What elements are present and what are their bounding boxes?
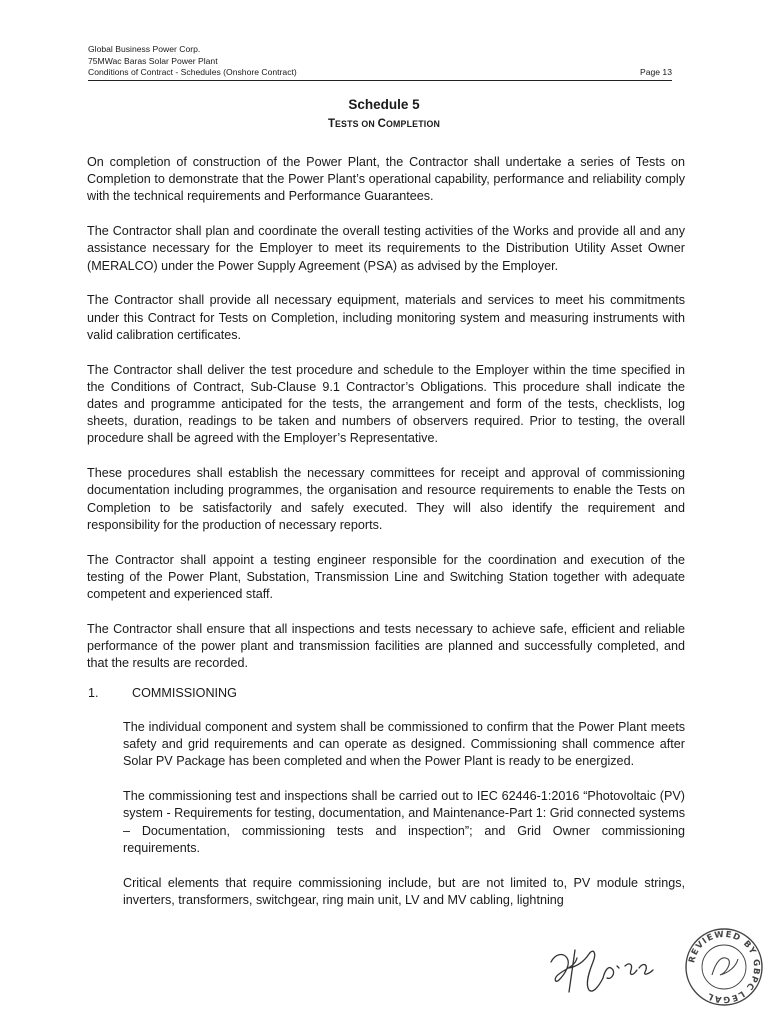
svg-text:REVIEWED BY GBPC LEGAL (687, 930, 761, 1005)
subtitle-part: T (327, 118, 335, 130)
header-project: 75MWac Baras Solar Power Plant (88, 55, 218, 66)
section-heading (88, 685, 686, 702)
header-rule (88, 80, 672, 81)
subtitle-part: OMPLETION (385, 119, 441, 129)
section-body (123, 719, 685, 927)
legal-review-stamp (682, 925, 766, 1009)
section-title: COMMISSIONING (132, 686, 237, 700)
body-paragraph: The Contractor shall appoint a testing engineer responsible for the coordination and execution of the testing of the Power Plant, Substation, Transmission Line and Switching Station together with adequate competent and experienced staff. (87, 552, 685, 602)
section-paragraph: The individual component and system shall be commissioned to confirm that the Power Plant meets safety and grid requirements and can operate as designed. Commissioning shall commence after Solar PV Package has been completed and when the Power Plant is ready to be energized. (123, 720, 685, 769)
body-paragraph: The Contractor shall provide all necessary equipment, materials and services to meet his commitments under this Contract for Tests on Completion, including monitoring system and measuring instruments with valid calibration certificates. (87, 293, 685, 342)
body-paragraph: The Contractor shall ensure that all inspections and tests necessary to achieve safe, efficient and reliable performance of the power plant and transmission facilities are planned and successfully completed, and that the results are recorded. (87, 621, 685, 671)
schedule-title: Schedule 5 (348, 97, 420, 112)
subtitle-part: C (377, 118, 386, 130)
page-header (88, 44, 672, 81)
stamp-text: REVIEWED BY GBPC LEGAL (687, 929, 762, 1005)
section-paragraph: Critical elements that require commissioning include, but are not limited to, PV module strings, inverters, transformers, switchgear, ring main unit, LV and MV cabling, lightning (123, 875, 685, 907)
header-document: Conditions of Contract - Schedules (Onshore Contract) (88, 67, 297, 77)
body-paragraph: The Contractor shall deliver the test procedure and schedule to the Employer within the time specified in the Conditions of Contract, Sub-Clause 9.1 Contractor’s Obligations. This procedure shall indicate the dates and programme anticipated for the tests, the arrangement and form of the tests, checklists, log sheets, duration, readings to be taken and numbers of observers required. Prior to testing, the overall procedure shall be agreed with the Employer’s Representative. (87, 362, 685, 446)
section-number: 1. (88, 686, 99, 700)
header-company: Global Business Power Corp. (88, 44, 201, 54)
body-paragraph: These procedures shall establish the necessary committees for receipt and approval of commissioning documentation including programmes, the organisation and resource requirements to enable the Tests on Completion to be satisfactorily and safely executed. They will also identify the requirement and responsibility for the production of necessary reports. (87, 466, 685, 532)
body-paragraph: On completion of construction of the Power Plant, the Contractor shall undertake a series of Tests on Completion to demonstrate that the Power Plant’s operational capability, performance and reliability comply with the technical requirements and Performance Guarantees. (87, 155, 685, 204)
body-paragraph: The Contractor shall plan and coordinate the overall testing activities of the Works and provide all and any assistance necessary for the Employer to meet its requirements to the Distribution Utility Asset Owner (MERALCO) under the Power Supply Agreement (PSA) as advised by the Employer. (87, 224, 685, 273)
subtitle-part: ESTS ON (334, 119, 378, 129)
schedule-subtitle (0, 118, 768, 130)
handwritten-signature (545, 940, 685, 1000)
header-document-row (88, 67, 672, 79)
section-paragraph: The commissioning test and inspections shall be carried out to IEC 62446-1:2016 “Photovoltaic (PV) system - Requirements for testing, documentation, and Maintenance-Part 1: Grid connected systems – Documentation, commissioning tests and inspection”; and Grid Owner commissioning requirements. (123, 789, 685, 855)
page-number: Page 13 (639, 67, 672, 77)
document-body (87, 154, 685, 690)
